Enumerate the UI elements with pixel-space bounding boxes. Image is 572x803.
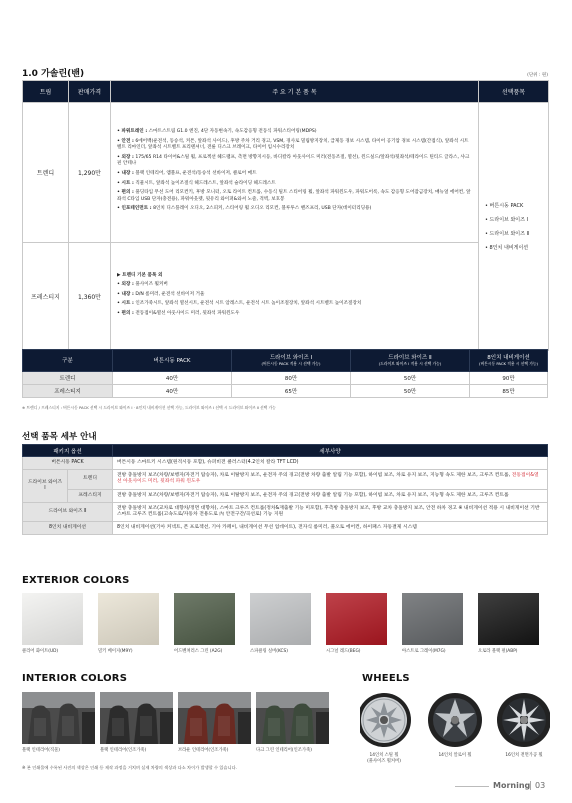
- feature-item: • 편의 : 전동접이&열선 아웃사이드 미러, 뒷좌석 파워윈도우: [117, 310, 240, 316]
- feature-item: • 내장 : D/N 룸미러, 운전석 선바이저 거울: [117, 291, 205, 297]
- interior-label: 브라운 인테리어(인조가죽): [178, 748, 229, 753]
- price-row: [23, 385, 548, 398]
- color-swatch: [174, 593, 235, 645]
- trim-name: 프레스티지: [23, 243, 69, 351]
- option-item: • 드라이브 와이즈 Ⅱ: [485, 230, 529, 237]
- color-swatch: [22, 593, 83, 645]
- option-item: • 버튼시동 PACK: [485, 202, 524, 209]
- price-cell: 80만: [232, 372, 351, 385]
- feature-list: [111, 103, 479, 243]
- exterior-title: EXTERIOR COLORS: [22, 575, 130, 586]
- feature-item: • 외장 : 풀사이즈 휠커버: [117, 282, 168, 288]
- color-swatch-label: 밀키 베이지(M9Y): [98, 649, 133, 654]
- price-cell: 90만: [470, 372, 548, 385]
- brand-name: Morning: [493, 781, 531, 790]
- feature-item: • 편의 : 풀딩타입 무선 도어 리모컨키, 후방 모니터, 오토 라이트 컨트롤, 수동식 틸트 스티어링 휠, 앞좌석 파워윈도우, 파워도어록, 속도 감응형 도어잠금장치, 매뉴얼 에어컨, 앞좌석 C타입 USB 단자(충전용), 파워아웃렛, 뒷유리 와이퍼&와셔 노즐, 격벽, 보호봉: [117, 190, 471, 202]
- opt-desc: 전방 충돌방지 보조(차량/보행자/자전거 탑승자), 차로 이탈방지 보조, 운전자 주의 경고(전방 차량 출발 알림 기능 포함), 하이빔 보조, 차로 유지 보조, 지능형 속도 제한 보조, 크루즈 컨트롤: [113, 489, 548, 502]
- opt-row: [23, 489, 548, 502]
- price-cell: 85만: [470, 385, 548, 398]
- trim-price: 1,290만: [69, 103, 111, 243]
- trim-row-trendy: [23, 103, 549, 243]
- feature-item: • 내장 : 블랙 인테리어, 앰블프, 운전석/동승석 선바이저, 클로어 매트: [117, 171, 257, 176]
- price-cell: 65만: [232, 385, 351, 398]
- price-header: 8인치 내비게이션 (버튼시동 PACK 적용 시 선택 가능): [470, 350, 548, 372]
- machined-wheel-image: [497, 693, 550, 747]
- option-detail-title: 선택 품목 세부 안내: [22, 432, 97, 442]
- interior-image: [22, 692, 95, 744]
- interior-image: [100, 692, 173, 744]
- steel-wheel-cover-image: [360, 693, 411, 747]
- price-cell: 40만: [113, 385, 232, 398]
- col-header-price: 판매가격: [69, 81, 111, 103]
- interior-title: INTERIOR COLORS: [22, 673, 128, 684]
- interior-image: [178, 692, 251, 744]
- option-detail-table: [22, 444, 548, 535]
- opt-desc: 버튼시동 스마트키 시스템(원격시동 포함), 슈퍼비전 클러스터(4.2인치 칼라 TFT LCD): [113, 457, 548, 470]
- feature-item: • 시트 : 인조가죽시트, 앞좌석 열선시트, 운전석 시트 암레스트, 운전석 시트 높이조절장치, 앞좌석 시트벨트 높이조절장치: [117, 301, 362, 307]
- col-header-trim: 트림: [23, 81, 69, 103]
- price-cell: 50만: [351, 385, 470, 398]
- footer-divider: [530, 781, 531, 790]
- price-cell: 40만: [113, 372, 232, 385]
- opt-row: [23, 522, 548, 535]
- page-number: 03: [535, 781, 546, 790]
- price-row: [23, 372, 548, 385]
- color-swatch-label: 스파클링 실버(KCS): [250, 649, 288, 654]
- opt-label: 드라이브 와이즈 Ⅰ: [23, 470, 68, 503]
- option-item: • 드라이브 와이즈 Ⅰ: [485, 216, 529, 223]
- option-item: • 8인치 내비게이션: [485, 244, 529, 251]
- color-swatch-label: 아스트로 그레이(M7G): [402, 649, 446, 654]
- wheel-label: 16인치 전면가공 휠: [505, 753, 543, 758]
- opt-desc: 전방 충돌방지 보조(교차로 대향차/정면 대향차), 스마트 크루즈 컨트롤(정차&재출발 기능 미포함), 후측방 충돌방지 보조, 후방 교차 충돌방지 보조, 안전 하차 경고 ※ 내비게이션 적용 시 내비게이션 기반 스마트 크루즈 컨트롤(고속도로/자동차 전용도로 內 안전구간/곡선로) 기능 지원: [113, 502, 548, 521]
- price-header: 드라이브 와이즈 Ⅰ (버튼시동 PACK 적용 시 선택 가능): [232, 350, 351, 372]
- interior-image: [256, 692, 329, 744]
- color-swatch: [250, 593, 311, 645]
- price-row-label: 프레스티지: [23, 385, 113, 398]
- price-header: 드라이브 와이즈 Ⅱ (드라이브 와이즈 Ⅰ 적용 시 선택 가능): [351, 350, 470, 372]
- option-list: [479, 103, 549, 351]
- interior-label: 다크 그린 인테리어(인조가죽): [256, 748, 312, 753]
- opt-sublabel: 트렌디: [68, 470, 113, 489]
- disclaimer: ※ 본 인쇄물에 수록된 사진의 색상은 인쇄 등 제작 과정을 거치며 실제 차량의 색상과 다소 차이가 발생할 수 있습니다.: [22, 765, 237, 770]
- feature-item: • 파워트레인 : 스마트스트림 G1.0 엔진, 4단 자동변속기, 속도감응형 전동식 파워스티어링(MDPS): [117, 129, 317, 135]
- section-title: 1.0 가솔린(밴): [22, 69, 85, 79]
- option-price-table: [22, 349, 548, 398]
- opt-desc: 전방 충돌방지 보조(차량/보행자/자전거 탑승자), 차로 이탈방지 보조, 운전자 주의 경고(전방 차량 출발 알림 기능 포함), 하이빔 보조, 차로 유지 보조, 지능형 속도 제한 보조, 크루즈 컨트롤, 전동접이&열선 아웃사이드 미러, 뒷좌석 파워 윈도우: [113, 470, 548, 489]
- feature-item: • 외장 : 175/65 R14 타이어&스틸 휠, 프로젝션 헤드램프, 측면 방향지시등, 바디칼라 아웃사이드 미러(전동조절, 열선), 윈드실드/앞좌석/뒷좌석/테라이드 틴티드 글라스, 샤크핀 안테나: [117, 154, 470, 167]
- trim-table: [22, 80, 549, 351]
- color-swatch: [478, 593, 539, 645]
- color-swatch-label: 어드벤쳐러스 그린 (A2G): [174, 649, 223, 654]
- opt-row: [23, 457, 548, 470]
- feature-item: • 안전 : 6에어백(운전석, 동승석, 커튼, 앞좌석 사이드), 후방 주차 거리 경고, VSM, 경사로 밀림방지장치, 급제동 경보 시스템, 타이어 공기압 경보 시스템(간접식), 앞좌석 시트벨트 리마인더, 앞좌석 시트벨트 프리텐셔너, 전륜 디스크 브레이크, 타이어 임시수리장치: [117, 138, 469, 151]
- price-cell: 50만: [351, 372, 470, 385]
- col-header-features: 주 요 기 본 품 목: [111, 81, 479, 103]
- wheel-label: 14인치 스틸 휠 (풀사이즈 휠커버): [367, 753, 401, 764]
- trim-name: 트렌디: [23, 103, 69, 243]
- color-swatch: [402, 593, 463, 645]
- opt-label: 버튼시동 PACK: [23, 457, 113, 470]
- feature-item: ▶ 트렌디 기본 품목 외: [117, 272, 163, 278]
- color-swatch: [326, 593, 387, 645]
- opt-header-detail: 세부사양: [113, 445, 548, 457]
- opt-row: [23, 470, 548, 489]
- color-swatch-label: 시그널 레드(BEG): [326, 649, 361, 654]
- opt-label: 8인치 내비게이션: [23, 522, 113, 535]
- feature-item: • 시트 : 직물시트, 앞좌석 높이조절식 헤드레스트, 앞좌석 슬라이딩 헤드레스트: [117, 180, 276, 186]
- opt-sublabel: 프레스티지: [68, 489, 113, 502]
- feature-item: • 인포테인먼트 : 8인치 디스플레이 오디오, 2스피커, 스티어링 휠 오디오 리모컨, 블루투스 핸즈프리, USB 단자(데이터리딩용): [117, 206, 372, 212]
- trim-price: 1,360만: [69, 243, 111, 351]
- footer-rule: [455, 786, 489, 787]
- interior-label: 블랙 인테리어(인조가죽): [100, 748, 147, 753]
- price-note: ※ 트렌디 / 프레스티지 : 버튼시동 PACK 선택 시 드라이브 와이즈 Ⅰ · 8인치 내비게이션 선택 가능, 드라이브 와이즈 Ⅰ 선택 시 드라이브 와이즈 Ⅱ 선택 가능: [22, 405, 276, 410]
- col-header-options: 선택품목: [479, 81, 549, 103]
- opt-label: 드라이브 와이즈 Ⅱ: [23, 502, 113, 521]
- wheels-title: WHEELS: [362, 673, 410, 684]
- price-header: 버튼시동 PACK: [113, 350, 232, 372]
- unit-note: (단위 : 원): [527, 73, 548, 78]
- opt-header-package: 패키지 옵션: [23, 445, 113, 457]
- price-header: 구분: [23, 350, 113, 372]
- wheel-label: 14인치 알로이 휠: [438, 753, 472, 758]
- color-swatch: [98, 593, 159, 645]
- opt-row: [23, 502, 548, 521]
- price-row-label: 트렌디: [23, 372, 113, 385]
- color-swatch-label: 클리어 화이트(UD): [22, 649, 59, 654]
- wheels-images: [360, 688, 550, 752]
- color-swatch-label: 오로라 블랙 펄(ABP): [478, 649, 518, 654]
- opt-desc: 8인치 내비게이션(기아 커넥트, 폰 프로젝션, 기아 카페이, 내비게이션 무선 업데이트), 전자식 룸미러, 풀오토 에어컨, 하이패스 자동결제 시스템: [113, 522, 548, 535]
- alloy-wheel-image: [428, 693, 482, 747]
- feature-list: [111, 243, 479, 351]
- trim-row-prestige: [23, 243, 549, 351]
- interior-label: 블랙 인테리어(직물): [22, 748, 60, 753]
